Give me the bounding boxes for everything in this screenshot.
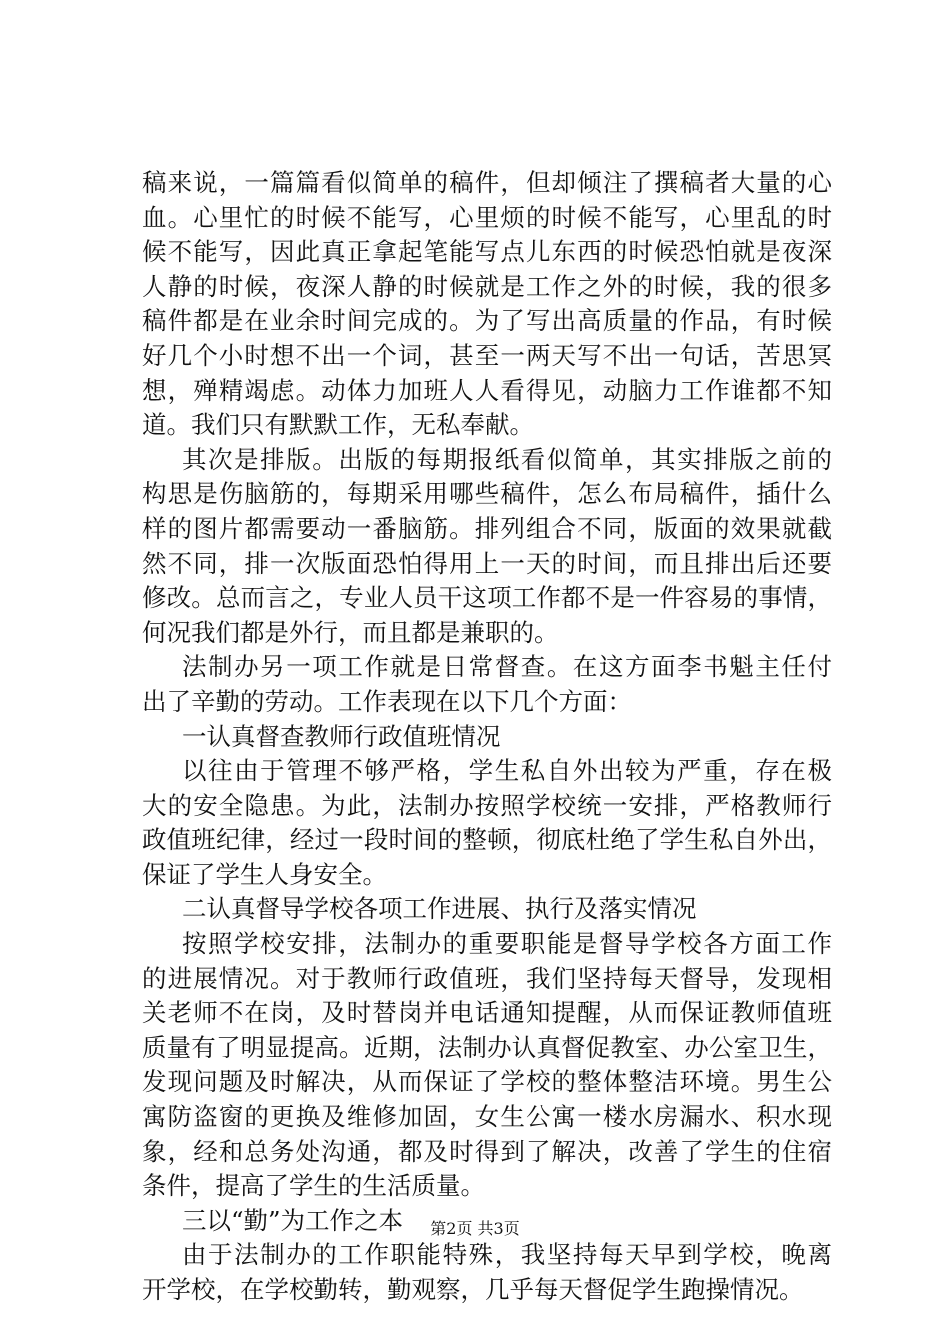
- text-line: 稿件都是在业余时间完成的。为了写出高质量的作品，有时候: [142, 306, 832, 336]
- text-line: 出了辛勤的劳动。工作表现在以下几个方面：: [142, 686, 632, 716]
- text-line: 寓防盗窗的更换及维修加固，女生公寓一楼水房漏水、积水现: [142, 1102, 832, 1132]
- text-line: 二认真督导学校各项工作进展、执行及落实情况: [182, 894, 697, 924]
- text-line: 保证了学生人身安全。: [142, 859, 387, 889]
- document-body: [142, 166, 832, 1308]
- text-line: 关老师不在岗，及时替岗并电话通知提醒，从而保证教师值班: [142, 998, 832, 1028]
- text-line: 然不同，排一次版面恐怕得用上一天的时间，而且排出后还要: [142, 548, 832, 578]
- text-line: 何况我们都是外行，而且都是兼职的。: [142, 617, 559, 647]
- text-line: 其次是排版。出版的每期报纸看似简单，其实排版之前的: [182, 444, 832, 474]
- text-line: 按照学校安排，法制办的重要职能是督导学校各方面工作: [182, 929, 832, 959]
- text-line: 修改。总而言之，专业人员干这项工作都不是一件容易的事情，: [142, 583, 832, 613]
- text-line: 血。心里忙的时候不能写，心里烦的时候不能写，心里乱的时: [142, 202, 832, 232]
- text-line: 质量有了明显提高。近期，法制办认真督促教室、办公室卫生，: [142, 1032, 832, 1062]
- text-line: 的进展情况。对于教师行政值班，我们坚持每天督导，发现相: [142, 963, 832, 993]
- text-line: 发现问题及时解决，从而保证了学校的整体整洁环境。男生公: [142, 1067, 832, 1097]
- text-line: 以往由于管理不够严格，学生私自外出较为严重，存在极: [182, 756, 832, 786]
- text-line: 象，经和总务处沟通，都及时得到了解决，改善了学生的住宿: [142, 1136, 832, 1166]
- text-line: 开学校，在学校勤转，勤观察，几乎每天督促学生跑操情况。: [142, 1275, 804, 1304]
- text-line: 法制办另一项工作就是日常督查。在这方面李书魁主任付: [182, 652, 832, 682]
- text-line: 道。我们只有默默工作，无私奉献。: [142, 410, 534, 440]
- text-line: 政值班纪律，经过一段时间的整顿，彻底杜绝了学生私自外出，: [142, 825, 832, 855]
- page-footer: 第2页 共3页: [430, 1219, 520, 1238]
- text-line: 条件，提高了学生的生活质量。: [142, 1171, 485, 1201]
- text-line: 由于法制办的工作职能特殊，我坚持每天早到学校，晚离: [182, 1240, 832, 1270]
- text-line: 样的图片都需要动一番脑筋。排列组合不同，版面的效果就截: [142, 513, 832, 543]
- text-line: 稿来说，一篇篇看似简单的稿件，但却倾注了撰稿者大量的心: [142, 168, 832, 197]
- text-line: 大的安全隐患。为此，法制办按照学校统一安排，严格教师行: [142, 790, 832, 820]
- text-line: 候不能写，因此真正拿起笔能写点儿东西的时候恐怕就是夜深: [142, 237, 832, 267]
- text-line: 人静的时候，夜深人静的时候就是工作之外的时候，我的很多: [142, 271, 832, 301]
- text-line: 一认真督查教师行政值班情况: [182, 721, 501, 751]
- text-line: 想，殚精竭虑。动体力加班人人看得见，动脑力工作谁都不知: [142, 375, 832, 405]
- text-line: 三以“勤”为工作之本: [182, 1205, 404, 1235]
- text-line: 好几个小时想不出一个词，甚至一两天写不出一句话，苦思冥: [142, 340, 832, 370]
- text-line: 构思是伤脑筋的，每期采用哪些稿件，怎么布局稿件，插什么: [142, 479, 832, 509]
